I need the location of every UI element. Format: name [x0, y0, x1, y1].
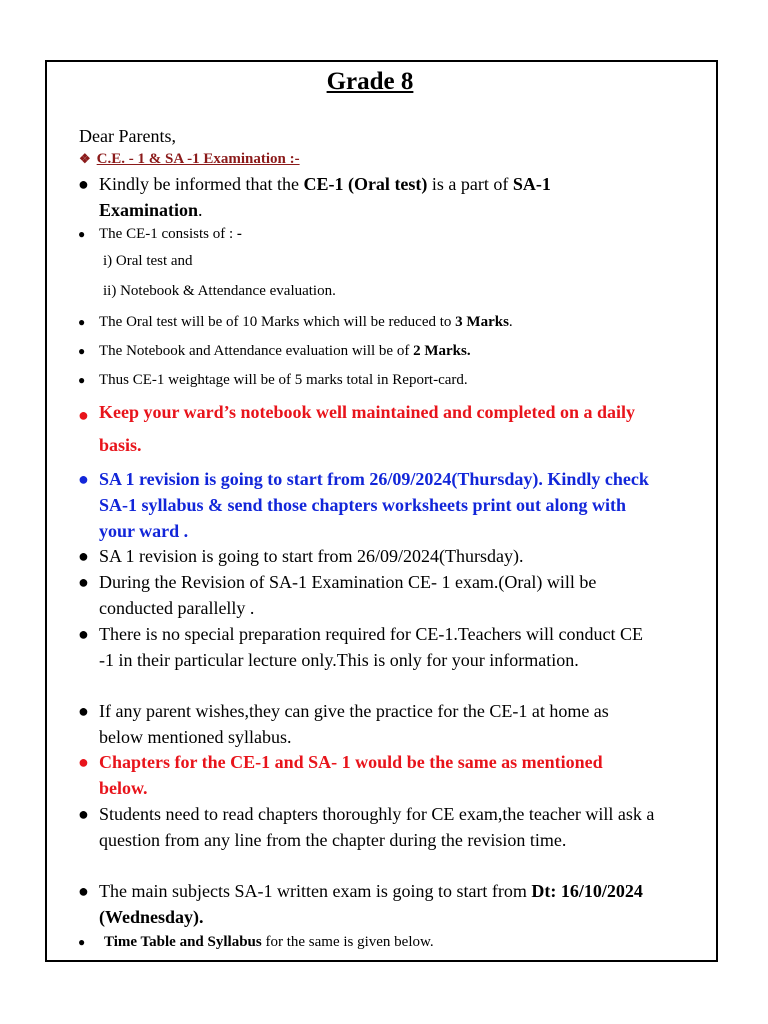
item-text: Students need to read chapters thoroughly for CE exam,the teacher will ask a question from any line from the chapter during the revision time. [99, 804, 655, 850]
item-text: Thus CE-1 weightage will be of 5 marks total in Report-card. [99, 372, 468, 388]
text-run-bold: CE-1 (Oral test) [303, 174, 428, 194]
page-title: Grade 8 [326, 68, 414, 95]
item-text [99, 171, 679, 223]
item-text [99, 341, 679, 361]
sub-item-oral-test: i) Oral test and [103, 253, 193, 269]
item-text: SA 1 revision is going to start from 26/09/2024(Thursday). [99, 546, 524, 566]
item-text: During the Revision of SA-1 Examination CE- 1 exam.(Oral) will be conducted parallelly . [99, 572, 597, 618]
bullet-icon: ● [78, 546, 89, 566]
text-run-bold: Examination [99, 200, 199, 220]
text-run: . [198, 200, 203, 220]
text-run: The Notebook and Attendance evaluation will be of [99, 343, 414, 359]
text-run: The CE-1 consists of : [99, 226, 237, 242]
bullet-icon: ● [78, 572, 89, 592]
item-text: SA 1 revision is going to start from 26/09/2024(Thursday). Kindly check SA-1 syllabus & send those chapters worksheets print out along with your ward . [99, 469, 649, 541]
bullet-icon: ● [78, 935, 86, 949]
text-run: Kindly be informed that the [99, 174, 304, 194]
item-text [104, 932, 684, 952]
bullet-icon: ● [78, 373, 86, 387]
bullet-icon: ● [78, 701, 89, 721]
text-run: for the same is given below. [261, 934, 434, 950]
item-text: If any parent wishes,they can give the practice for the CE-1 at home as below mentioned syllabus. [99, 701, 609, 747]
text-run-bold: - [236, 226, 242, 242]
section-heading [79, 151, 300, 168]
item-text: There is no special preparation required for CE-1.Teachers will conduct CE -1 in their particular lecture only.This is only for your information. [99, 624, 644, 670]
text-run-bold: Time Table and Syllabus [104, 934, 262, 950]
bullet-icon: ● [78, 344, 86, 358]
bullet-icon: ● [78, 315, 86, 329]
bullet-icon: ● [78, 804, 89, 824]
item-text [99, 224, 679, 244]
item-text [99, 312, 679, 332]
greeting: Dear Parents, [79, 126, 176, 146]
item-text [99, 878, 659, 930]
bullet-icon: ● [78, 469, 89, 489]
text-run-bold: 3 Marks [455, 314, 509, 330]
text-run-bold: SA-1 [512, 174, 551, 194]
item-text: Keep your ward’s notebook well maintained and completed on a daily basis. [99, 402, 636, 455]
bullet-icon: ● [78, 752, 89, 772]
text-run: is a part of [427, 174, 513, 194]
bullet-icon: ● [78, 174, 89, 194]
item-text: Chapters for the CE-1 and SA- 1 would be the same as mentioned below. [99, 752, 603, 798]
bullet-icon: ● [78, 881, 89, 901]
text-run-bold: 2 Marks. [413, 343, 471, 359]
section-heading-text: C.E. - 1 & SA -1 Examination :- [96, 151, 300, 167]
sub-item-notebook: ii) Notebook & Attendance evaluation. [103, 283, 336, 299]
bullet-icon: ● [78, 624, 89, 644]
text-run-bold: Dt: 16/10/2024 (Wednesday). [99, 881, 643, 927]
text-run: The main subjects SA-1 written exam is going to start from [99, 881, 532, 901]
text-run: The Oral test will be of 10 Marks which will be reduced to [99, 314, 456, 330]
text-run: . [508, 314, 513, 330]
bullet-icon: ● [78, 227, 86, 241]
diamond-bullet-icon: ❖ [79, 151, 91, 166]
bullet-icon: ● [78, 405, 89, 425]
